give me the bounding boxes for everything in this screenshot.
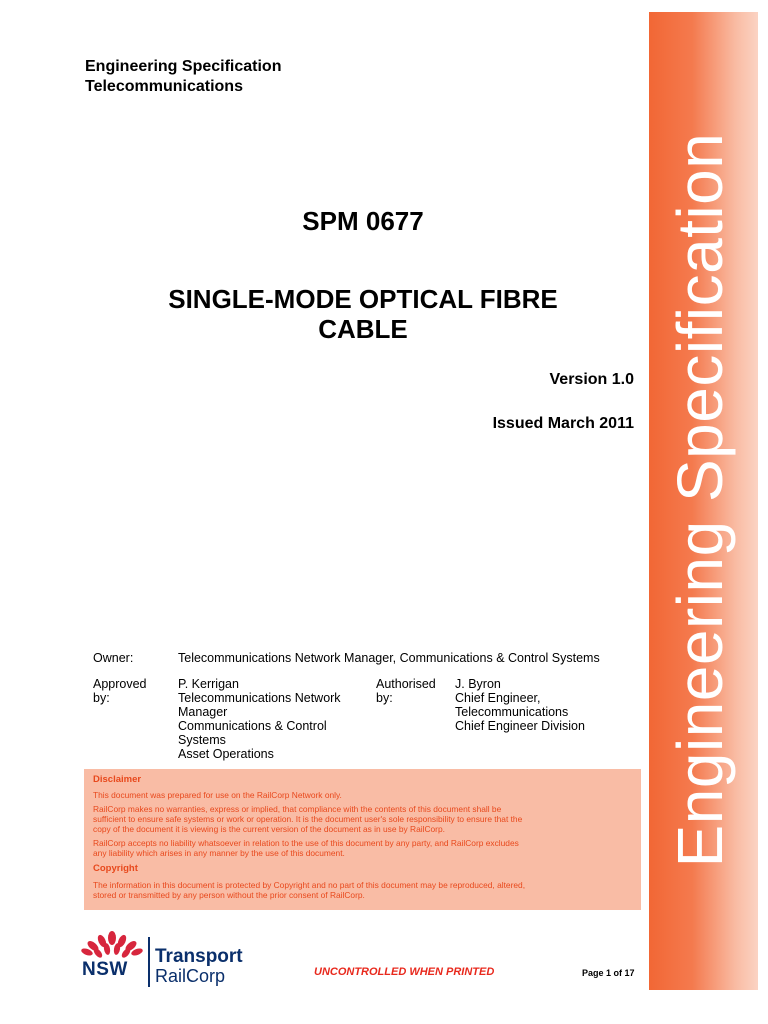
approved-label-line-2: by: [93,691,110,705]
disclaimer-line: RailCorp makes no warranties, express or implied, that compliance with the contents of this document shall be [93,804,502,814]
copyright-line: The information in this document is protected by Copyright and no part of this document may be reproduced, altered, [93,880,526,890]
document-title [85,284,641,344]
waratah-logo-icon [80,930,144,962]
authorised-label-line-2: by: [376,691,393,705]
header-line-1: Engineering Specification [85,58,282,75]
approved-label [93,677,147,705]
disclaimer-line: copy of the document it is viewing is the current version of the document as in use by RailCorp. [93,824,445,834]
logo-divider [148,937,150,987]
disclaimer-heading: Disclaimer [93,774,142,785]
disclaimer-paragraph: This document was prepared for use on the RailCorp Network only. [93,790,342,800]
copyright-paragraph [93,880,633,900]
authoriser-line: J. Byron [455,677,501,691]
authorised-label-line-1: Authorised [376,677,436,691]
copyright-line: stored or transmitted by any person without the prior consent of RailCorp. [93,890,365,900]
disclaimer-line: any liability which arises in any manner by the use of this document. [93,848,345,858]
copyright-heading: Copyright [93,863,138,874]
document-header [85,57,281,97]
header-line-2: Telecommunications [85,78,243,95]
authorised-label [376,677,436,705]
version-label: Version 1.0 [549,371,634,388]
authorised-value [455,677,585,733]
approved-label-line-1: Approved [93,677,147,691]
issued-date: Issued March 2011 [492,415,634,432]
approver-line: Asset Operations [178,747,274,761]
uncontrolled-notice: UNCONTROLLED WHEN PRINTED [314,966,495,978]
owner-value: Telecommunications Network Manager, Communications & Control Systems [178,651,600,665]
approver-line: Communications & Control [178,719,327,733]
disclaimer-line: RailCorp accepts no liability whatsoever in relation to the use of this document by any party, and RailCorp excludes [93,838,519,848]
authoriser-line: Chief Engineer, [455,691,541,705]
document-number: SPM 0677 [302,206,424,236]
authoriser-line: Chief Engineer Division [455,719,585,733]
disclaimer-box [84,769,641,910]
disclaimer-paragraph [93,838,633,858]
authoriser-line: Telecommunications [455,705,569,719]
side-banner-text: Engineering Specification [664,132,736,868]
approved-value [178,677,341,761]
approver-line: P. Kerrigan [178,677,239,691]
title-line-2: CABLE [318,314,408,344]
title-line-1: SINGLE-MODE OPTICAL FIBRE [168,284,558,314]
approver-line: Manager [178,705,228,719]
logo-railcorp-text: RailCorp [155,966,226,986]
logo-nsw-text: NSW [82,959,128,980]
logo-transport-text: Transport [155,946,243,967]
page-number: Page 1 of 17 [582,968,635,978]
owner-label: Owner: [93,651,134,665]
disclaimer-paragraph [93,804,633,834]
approver-line: Systems [178,733,226,747]
approver-line: Telecommunications Network [178,691,341,705]
disclaimer-line: sufficient to ensure safe systems or work or operation. It is the document user's sole responsibility to ensure that the [93,814,523,824]
